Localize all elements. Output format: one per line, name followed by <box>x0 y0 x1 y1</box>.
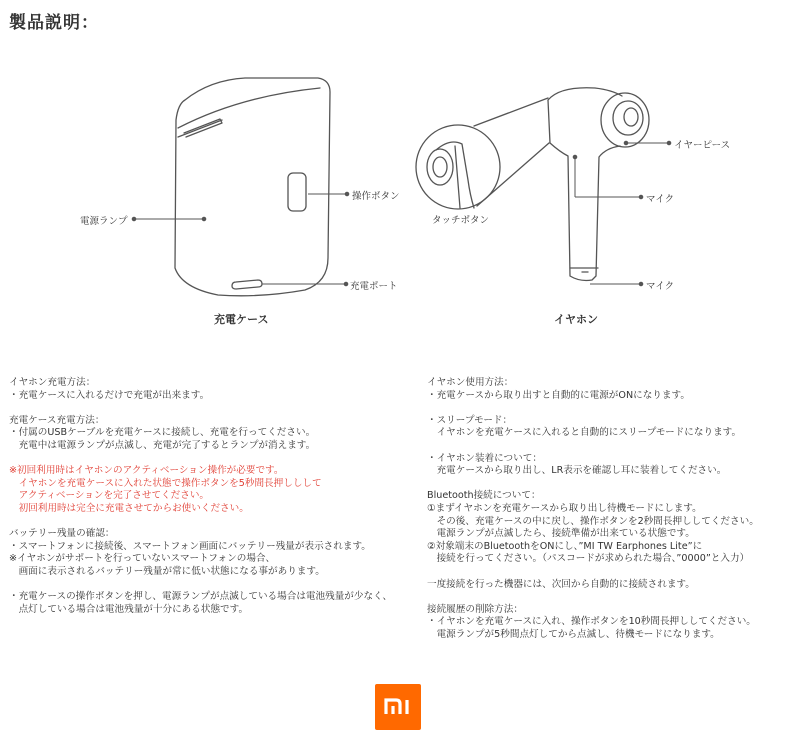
text-line: ・付属のUSBケーブルを充電ケースに接続し、充電を行ってください。 <box>9 427 316 439</box>
port-label: 充電ポート <box>350 281 398 292</box>
warning-line: アクティベーションを完了させてください。 <box>9 490 210 502</box>
warning-line: イヤホンを充電ケースに入れた状態で操作ボタンを5秒間長押ししして <box>9 477 322 489</box>
charging-case-illustration <box>175 78 330 296</box>
touch-button-label: タッチボタン <box>432 215 490 226</box>
text-line: 充電ケースから取り出し、LR表示を確認し耳に装着してください。 <box>427 465 727 477</box>
text-line: ※イヤホンがサポートを行っていないスマートフォンの場合、 <box>9 553 276 565</box>
mic-bottom-label: マイク <box>646 281 675 292</box>
text-line: その後、充電ケースの中に戻し、操作ボタンを2秒間長押ししてください。 <box>427 515 759 527</box>
case-caption: 充電ケース <box>214 313 269 326</box>
left-instructions <box>9 377 409 616</box>
text-line: ②対象端末のBluetoothをONにし、”MI TW Earphones Lite”に <box>427 540 703 552</box>
button-label: 操作ボタン <box>352 191 400 202</box>
text-line: ・イヤホン装着について： <box>427 452 542 464</box>
text-line: 電源ランプが点滅したら、接続準備が出来ている状態です。 <box>427 528 695 540</box>
page-title: 製品説明： <box>9 13 99 33</box>
text-line: 点灯している場合は電池残量が十分にある状態です。 <box>9 603 249 615</box>
warning-line: ※初回利用時はイヤホンのアクティベーション操作が必要です。 <box>9 465 284 477</box>
text-line: ・スマートフォンに接続後、スマートフォン画面にバッテリー残量が表示されます。 <box>9 540 371 552</box>
right-instructions <box>427 377 797 641</box>
text-line: 接続履歴の削除方法： <box>427 603 523 615</box>
text-line: イヤホン使用方法： <box>427 377 514 388</box>
text-line: イヤホンを充電ケースに入れると自動的にスリープモードになります。 <box>427 427 742 439</box>
text-line: 接続を行ってください。（パスコードが求められた場合、”0000”と入力） <box>427 553 750 565</box>
text-line: 一度接続を行った機器には、次回から自動的に接続されます。 <box>427 578 695 590</box>
text-line: バッテリー残量の確認： <box>9 528 115 540</box>
text-line: Bluetooth接続について： <box>427 490 541 502</box>
text-line: ・充電ケースの操作ボタンを押し、電源ランプが点滅している場合は電池残量が少なく、 <box>9 591 393 603</box>
text-line: ・イヤホンを充電ケースに入れ、操作ボタンを10秒間長押ししてください。 <box>427 616 756 628</box>
text-line: ①まずイヤホンを充電ケースから取り出し待機モードにします。 <box>427 502 702 514</box>
product-diagram <box>0 0 800 340</box>
text-line: 充電ケース充電方法： <box>9 414 105 426</box>
text-line: ・充電ケースに入れるだけで充電が出来ます。 <box>9 389 210 401</box>
mi-logo-mark <box>375 684 421 730</box>
warning-line: 初回利用時は完全に充電させてからお使いください。 <box>9 502 249 514</box>
text-line: 画面に表示されるバッテリー残量が常に低い状態になる事があります。 <box>9 565 325 577</box>
mi-logo <box>375 684 421 730</box>
lamp-label: 電源ランプ <box>80 216 128 227</box>
text-line: ・充電ケースから取り出すと自動的に電源がONになります。 <box>427 389 690 401</box>
text-line: 電源ランプが5秒間点灯してから点滅し、待機モードになります。 <box>427 628 720 640</box>
earphone-caption: イヤホン <box>554 313 598 326</box>
earphone-illustration <box>416 88 649 281</box>
text-line: ・スリープモード： <box>427 414 513 426</box>
earpiece-label: イヤーピース <box>674 140 731 151</box>
text-line: 充電中は電源ランプが点滅し、充電が完了するとランプが消えます。 <box>9 439 316 451</box>
mic-top-label: マイク <box>646 194 675 205</box>
text-line: イヤホン充電方法： <box>9 377 96 388</box>
